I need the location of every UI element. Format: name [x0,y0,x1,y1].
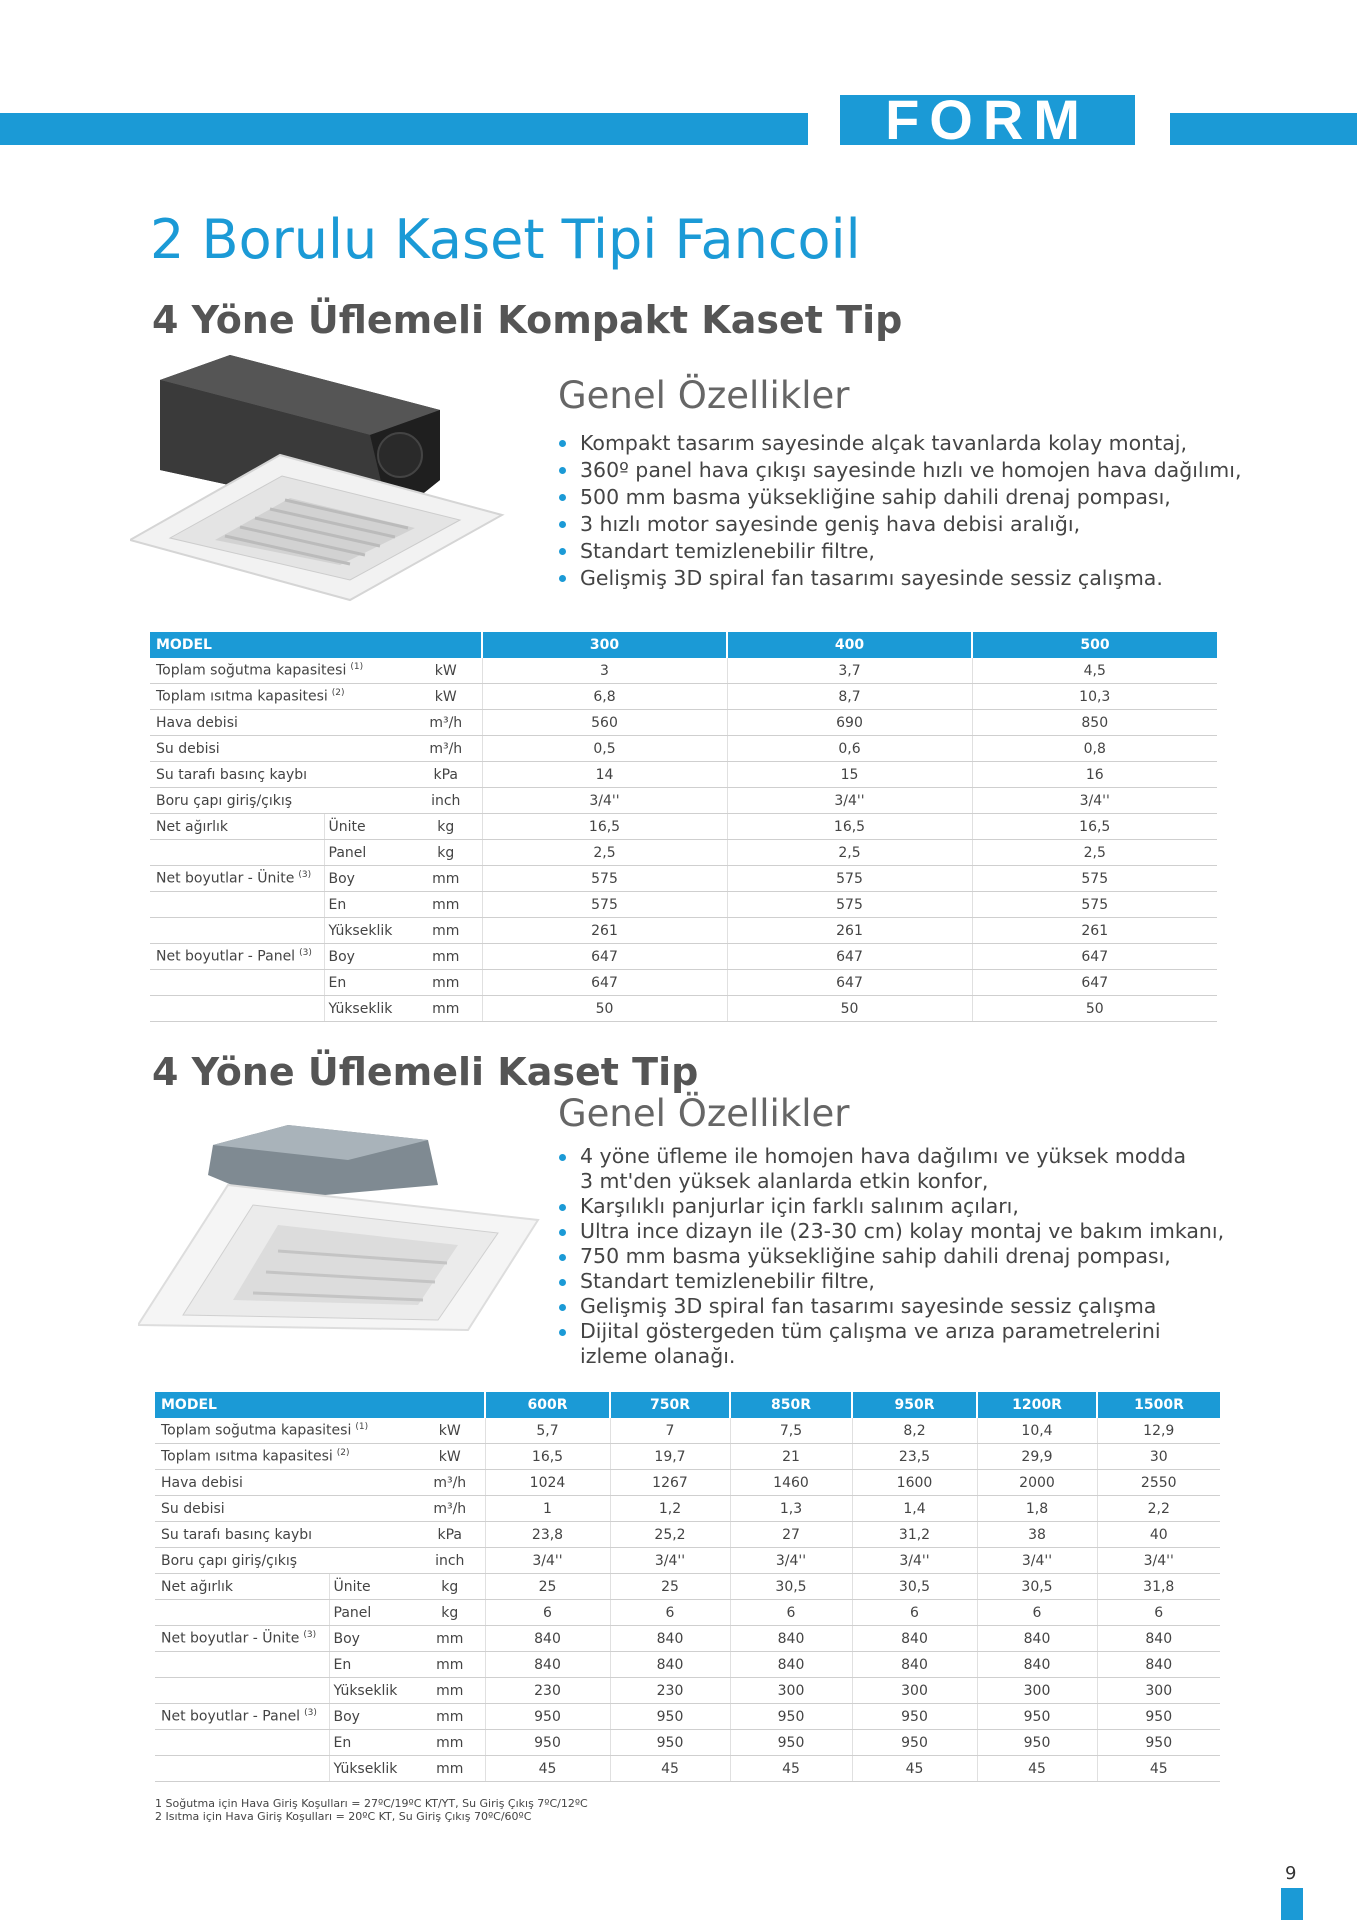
table-cell: 950 [852,1704,977,1730]
table-row [150,684,1217,710]
table-row [155,1496,1220,1522]
footnote-2: 2 Isıtma için Hava Giriş Koşulları = 20ºC KT, Su Giriş Çıkış 70ºC/60ºC [155,1810,532,1823]
table-cell: 840 [1097,1652,1220,1678]
table-cell: 840 [485,1652,610,1678]
table-cell: 7 [610,1418,730,1444]
table-cell: 50 [727,996,972,1022]
table-cell: 560 [482,710,727,736]
row-label-text: Su tarafı basınç kaybı [156,766,308,783]
table-cell: 300 [977,1678,1097,1704]
table-cell: 30,5 [977,1574,1097,1600]
row-label-text: Toplam ısıtma kapasitesi [156,688,328,705]
table-cell: 8,2 [852,1418,977,1444]
table-cell: 1024 [485,1470,610,1496]
table-cell: 50 [972,996,1217,1022]
row-label-text: Boru çapı giriş/çıkış [156,792,293,809]
feature-item: Gelişmiş 3D spiral fan tasarımı sayesinde sessiz çalışma. [557,565,1242,592]
table-cell: 840 [730,1626,852,1652]
row-unit: m³/h [410,710,482,736]
feature-item: 750 mm basma yüksekliğine sahip dahili drenaj pompası, [557,1244,1224,1269]
row-label [150,814,324,840]
table-row [155,1444,1220,1470]
table-cell: 840 [730,1652,852,1678]
table-cell: 950 [977,1704,1097,1730]
row-label [150,866,324,892]
section1-features-title: Genel Özellikler [558,374,850,417]
table-row [150,736,1217,762]
table-row [150,970,1217,996]
row-sublabel: En [324,970,410,996]
table-header-row [150,632,1217,658]
table-cell: 950 [852,1730,977,1756]
table-cell: 6 [610,1600,730,1626]
table-cell: 3/4'' [482,788,727,814]
footnote-1: 1 Soğutma için Hava Giriş Koşulları = 27ºC/19ºC KT/YT, Su Giriş Çıkış 7ºC/12ºC [155,1797,588,1810]
table-row [155,1522,1220,1548]
table-cell: 300 [730,1678,852,1704]
model-label: MODEL [155,1392,485,1418]
table-cell: 3/4'' [852,1548,977,1574]
table-cell: 3 [482,658,727,684]
row-unit: mm [410,944,482,970]
row-label [155,1756,329,1782]
section1-heading: 4 Yöne Üflemeli Kompakt Kaset Tip [152,298,903,342]
table-cell: 16,5 [972,814,1217,840]
table-row [155,1756,1220,1782]
table-cell: 50 [482,996,727,1022]
table-cell: 27 [730,1522,852,1548]
row-unit: mm [410,970,482,996]
row-label [150,892,324,918]
row-sublabel: Yükseklik [324,918,410,944]
model-name: 400 [727,632,972,658]
table-cell: 3/4'' [485,1548,610,1574]
feature-item: Kompakt tasarım sayesinde alçak tavanlarda kolay montaj, [557,430,1242,457]
row-label [150,710,410,736]
row-unit: m³/h [415,1496,485,1522]
row-sublabel: Boy [329,1626,415,1652]
table-cell: 23,5 [852,1444,977,1470]
table-cell: 840 [485,1626,610,1652]
table-cell: 10,3 [972,684,1217,710]
table-cell: 647 [482,970,727,996]
table-cell: 23,8 [485,1522,610,1548]
row-label [150,684,410,710]
table-cell: 950 [977,1730,1097,1756]
row-unit: mm [415,1652,485,1678]
section2-features-title: Genel Özellikler [558,1092,850,1135]
table-cell: 1,8 [977,1496,1097,1522]
table-row [150,866,1217,892]
row-label-text: Toplam ısıtma kapasitesi [161,1448,333,1465]
table-cell: 575 [727,892,972,918]
table-cell: 14 [482,762,727,788]
row-label-text: Net boyutlar - Panel [161,1708,301,1725]
table-row [155,1626,1220,1652]
footnotes [155,1797,588,1823]
row-footnote-ref: (1) [350,662,364,673]
row-label [150,762,410,788]
table-cell: 10,4 [977,1418,1097,1444]
row-label [150,840,324,866]
row-sublabel: Panel [329,1600,415,1626]
table-cell: 5,7 [485,1418,610,1444]
table-row [150,762,1217,788]
model-name: 1500R [1097,1392,1220,1418]
section1-spec-table [150,632,1217,1022]
row-unit: kg [410,814,482,840]
row-sublabel: Boy [324,866,410,892]
feature-item: Dijital göstergeden tüm çalışma ve arıza parametrelerini izleme olanağı. [557,1319,1224,1369]
row-label [150,788,410,814]
row-label [155,1704,329,1730]
table-cell: 30,5 [730,1574,852,1600]
row-footnote-ref: (2) [331,688,345,699]
table-row [150,840,1217,866]
row-sublabel: En [329,1652,415,1678]
table-cell: 0,8 [972,736,1217,762]
row-sublabel: Ünite [329,1574,415,1600]
row-label [150,658,410,684]
row-footnote-ref: (3) [303,1630,317,1641]
feature-item: Gelişmiş 3D spiral fan tasarımı sayesinde sessiz çalışma [557,1294,1224,1319]
table-cell: 31,8 [1097,1574,1220,1600]
row-sublabel: Boy [324,944,410,970]
row-label-text: Net boyutlar - Ünite [161,1630,300,1647]
table-cell: 1,2 [610,1496,730,1522]
table-cell: 45 [852,1756,977,1782]
table-cell: 575 [972,892,1217,918]
row-label-text: Net boyutlar - Ünite [156,870,295,887]
row-unit: inch [410,788,482,814]
feature-item: Standart temizlenebilir filtre, [557,538,1242,565]
table-row [155,1418,1220,1444]
table-cell: 840 [610,1652,730,1678]
table-cell: 850 [972,710,1217,736]
table-cell: 6 [852,1600,977,1626]
model-name: 750R [610,1392,730,1418]
table-cell: 575 [482,866,727,892]
table-cell: 0,5 [482,736,727,762]
table-cell: 3/4'' [972,788,1217,814]
table-row [155,1574,1220,1600]
table-cell: 1460 [730,1470,852,1496]
row-unit: kPa [410,762,482,788]
row-sublabel: Panel [324,840,410,866]
table-cell: 950 [730,1730,852,1756]
table-cell: 647 [972,970,1217,996]
row-unit: kPa [415,1522,485,1548]
row-label [155,1600,329,1626]
model-name: 950R [852,1392,977,1418]
table-cell: 16,5 [485,1444,610,1470]
row-label [150,736,410,762]
page-title: 2 Borulu Kaset Tipi Fancoil [150,208,861,271]
row-label-text: Net ağırlık [161,1578,234,1595]
table-cell: 7,5 [730,1418,852,1444]
row-unit: mm [415,1730,485,1756]
table-cell: 950 [485,1704,610,1730]
table-cell: 6 [730,1600,852,1626]
table-cell: 261 [482,918,727,944]
table-cell: 21 [730,1444,852,1470]
feature-item: 500 mm basma yüksekliğine sahip dahili drenaj pompası, [557,484,1242,511]
table-cell: 30,5 [852,1574,977,1600]
row-footnote-ref: (2) [336,1448,350,1459]
table-cell: 950 [610,1704,730,1730]
row-label [155,1730,329,1756]
table-cell: 15 [727,762,972,788]
row-label-text: Toplam soğutma kapasitesi [161,1422,352,1439]
brand-logo: FORM [840,95,1135,145]
table-cell: 25 [610,1574,730,1600]
table-cell: 2,5 [972,840,1217,866]
row-sublabel: Yükseklik [324,996,410,1022]
row-label-text: Su tarafı basınç kaybı [161,1526,313,1543]
row-label-text: Su debisi [156,740,220,757]
table-cell: 19,7 [610,1444,730,1470]
row-label [155,1548,415,1574]
feature-item: Ultra ince dizayn ile (23-30 cm) kolay montaj ve bakım imkanı, [557,1219,1224,1244]
table-cell: 1267 [610,1470,730,1496]
table-row [155,1470,1220,1496]
table-cell: 840 [977,1626,1097,1652]
row-unit: mm [415,1756,485,1782]
row-footnote-ref: (3) [298,870,312,881]
row-unit: mm [410,866,482,892]
table-cell: 261 [727,918,972,944]
table-row [155,1600,1220,1626]
table-cell: 6 [485,1600,610,1626]
row-label [150,996,324,1022]
table-cell: 1,3 [730,1496,852,1522]
table-cell: 840 [1097,1626,1220,1652]
table-cell: 647 [972,944,1217,970]
row-unit: kg [415,1600,485,1626]
row-unit: mm [410,996,482,1022]
feature-item: 360º panel hava çıkışı sayesinde hızlı ve homojen hava dağılımı, [557,457,1242,484]
table-cell: 3/4'' [610,1548,730,1574]
table-cell: 840 [852,1626,977,1652]
header-bar-right [1170,113,1357,145]
row-label [155,1678,329,1704]
header-bar-left [0,113,808,145]
row-label [155,1470,415,1496]
row-label [155,1652,329,1678]
row-label [150,944,324,970]
table-cell: 12,9 [1097,1418,1220,1444]
row-label-text: Toplam soğutma kapasitesi [156,662,347,679]
table-cell: 45 [1097,1756,1220,1782]
row-unit: mm [415,1678,485,1704]
table-cell: 25,2 [610,1522,730,1548]
table-cell: 45 [610,1756,730,1782]
model-name: 850R [730,1392,852,1418]
page-number: 9 [1285,1863,1297,1884]
table-cell: 45 [485,1756,610,1782]
row-footnote-ref: (3) [299,948,312,959]
feature-item: 3 hızlı motor sayesinde geniş hava debisi aralığı, [557,511,1242,538]
table-cell: 1,4 [852,1496,977,1522]
table-row [155,1730,1220,1756]
table-cell: 3/4'' [977,1548,1097,1574]
table-cell: 2,2 [1097,1496,1220,1522]
table-cell: 575 [727,866,972,892]
table-cell: 3/4'' [727,788,972,814]
row-label [150,970,324,996]
table-cell: 840 [852,1652,977,1678]
table-cell: 1 [485,1496,610,1522]
row-unit: m³/h [410,736,482,762]
row-label-text: Net ağırlık [156,818,229,835]
row-label-text: Net boyutlar - Panel [156,948,296,965]
table-cell: 950 [1097,1730,1220,1756]
page-number-bar [1281,1888,1303,1920]
row-sublabel: Boy [329,1704,415,1730]
table-cell: 2,5 [727,840,972,866]
table-cell: 29,9 [977,1444,1097,1470]
row-sublabel: Ünite [324,814,410,840]
table-cell: 647 [482,944,727,970]
row-label [155,1444,415,1470]
row-unit: mm [415,1704,485,1730]
table-cell: 2550 [1097,1470,1220,1496]
row-unit: kg [410,840,482,866]
row-label [155,1626,329,1652]
compact-cassette-unit-image [130,350,505,605]
table-row [150,710,1217,736]
table-cell: 647 [727,970,972,996]
table-cell: 2,5 [482,840,727,866]
table-row [150,944,1217,970]
table-cell: 647 [727,944,972,970]
row-label [155,1522,415,1548]
table-cell: 950 [485,1730,610,1756]
row-label-text: Hava debisi [156,714,238,731]
row-unit: inch [415,1548,485,1574]
row-unit: kW [415,1418,485,1444]
table-cell: 3,7 [727,658,972,684]
table-cell: 0,6 [727,736,972,762]
table-cell: 45 [730,1756,852,1782]
table-row [150,918,1217,944]
row-unit: mm [410,918,482,944]
table-row [155,1652,1220,1678]
table-cell: 6,8 [482,684,727,710]
table-cell: 1600 [852,1470,977,1496]
table-cell: 30 [1097,1444,1220,1470]
table-cell: 575 [972,866,1217,892]
table-cell: 16,5 [727,814,972,840]
row-label [155,1574,329,1600]
row-label [150,918,324,944]
row-footnote-ref: (3) [304,1708,317,1719]
table-row [155,1678,1220,1704]
row-unit: kg [415,1574,485,1600]
feature-item: Karşılıklı panjurlar için farklı salınım açıları, [557,1194,1224,1219]
table-cell: 300 [852,1678,977,1704]
model-name: 1200R [977,1392,1097,1418]
table-cell: 230 [610,1678,730,1704]
table-cell: 2000 [977,1470,1097,1496]
table-row [150,814,1217,840]
table-cell: 16,5 [482,814,727,840]
table-cell: 3/4'' [1097,1548,1220,1574]
table-cell: 950 [1097,1704,1220,1730]
table-cell: 45 [977,1756,1097,1782]
table-row [150,892,1217,918]
table-row [150,658,1217,684]
section1-features-list [557,430,1242,592]
row-label [155,1418,415,1444]
table-cell: 950 [610,1730,730,1756]
row-label [155,1496,415,1522]
cassette-unit-image [138,1125,543,1340]
table-cell: 40 [1097,1522,1220,1548]
row-sublabel: En [324,892,410,918]
section2-heading: 4 Yöne Üflemeli Kaset Tip [152,1050,699,1094]
table-cell: 3/4'' [730,1548,852,1574]
model-name: 600R [485,1392,610,1418]
table-cell: 840 [977,1652,1097,1678]
row-label-text: Su debisi [161,1500,225,1517]
feature-item: 4 yöne üfleme ile homojen hava dağılımı ve yüksek modda 3 mt'den yüksek alanlarda etkin konfor, [557,1144,1224,1194]
table-row [150,788,1217,814]
table-row [150,996,1217,1022]
table-header-row [155,1392,1220,1418]
row-label-text: Boru çapı giriş/çıkış [161,1552,298,1569]
row-unit: kW [410,658,482,684]
table-row [155,1704,1220,1730]
row-footnote-ref: (1) [355,1422,369,1433]
table-cell: 6 [977,1600,1097,1626]
table-cell: 31,2 [852,1522,977,1548]
table-cell: 38 [977,1522,1097,1548]
table-cell: 690 [727,710,972,736]
row-sublabel: Yükseklik [329,1756,415,1782]
row-label-text: Hava debisi [161,1474,243,1491]
feature-item: Standart temizlenebilir filtre, [557,1269,1224,1294]
table-row [155,1548,1220,1574]
row-unit: mm [410,892,482,918]
table-cell: 8,7 [727,684,972,710]
table-cell: 950 [730,1704,852,1730]
table-cell: 300 [1097,1678,1220,1704]
table-cell: 840 [610,1626,730,1652]
model-name: 500 [972,632,1217,658]
table-cell: 575 [482,892,727,918]
table-cell: 25 [485,1574,610,1600]
model-name: 300 [482,632,727,658]
row-unit: kW [415,1444,485,1470]
table-cell: 4,5 [972,658,1217,684]
section2-spec-table [155,1392,1220,1782]
row-unit: m³/h [415,1470,485,1496]
row-sublabel: Yükseklik [329,1678,415,1704]
section2-features-list [557,1144,1224,1369]
table-cell: 230 [485,1678,610,1704]
model-label: MODEL [150,632,482,658]
row-sublabel: En [329,1730,415,1756]
row-unit: kW [410,684,482,710]
table-cell: 6 [1097,1600,1220,1626]
table-cell: 16 [972,762,1217,788]
table-cell: 261 [972,918,1217,944]
row-unit: mm [415,1626,485,1652]
